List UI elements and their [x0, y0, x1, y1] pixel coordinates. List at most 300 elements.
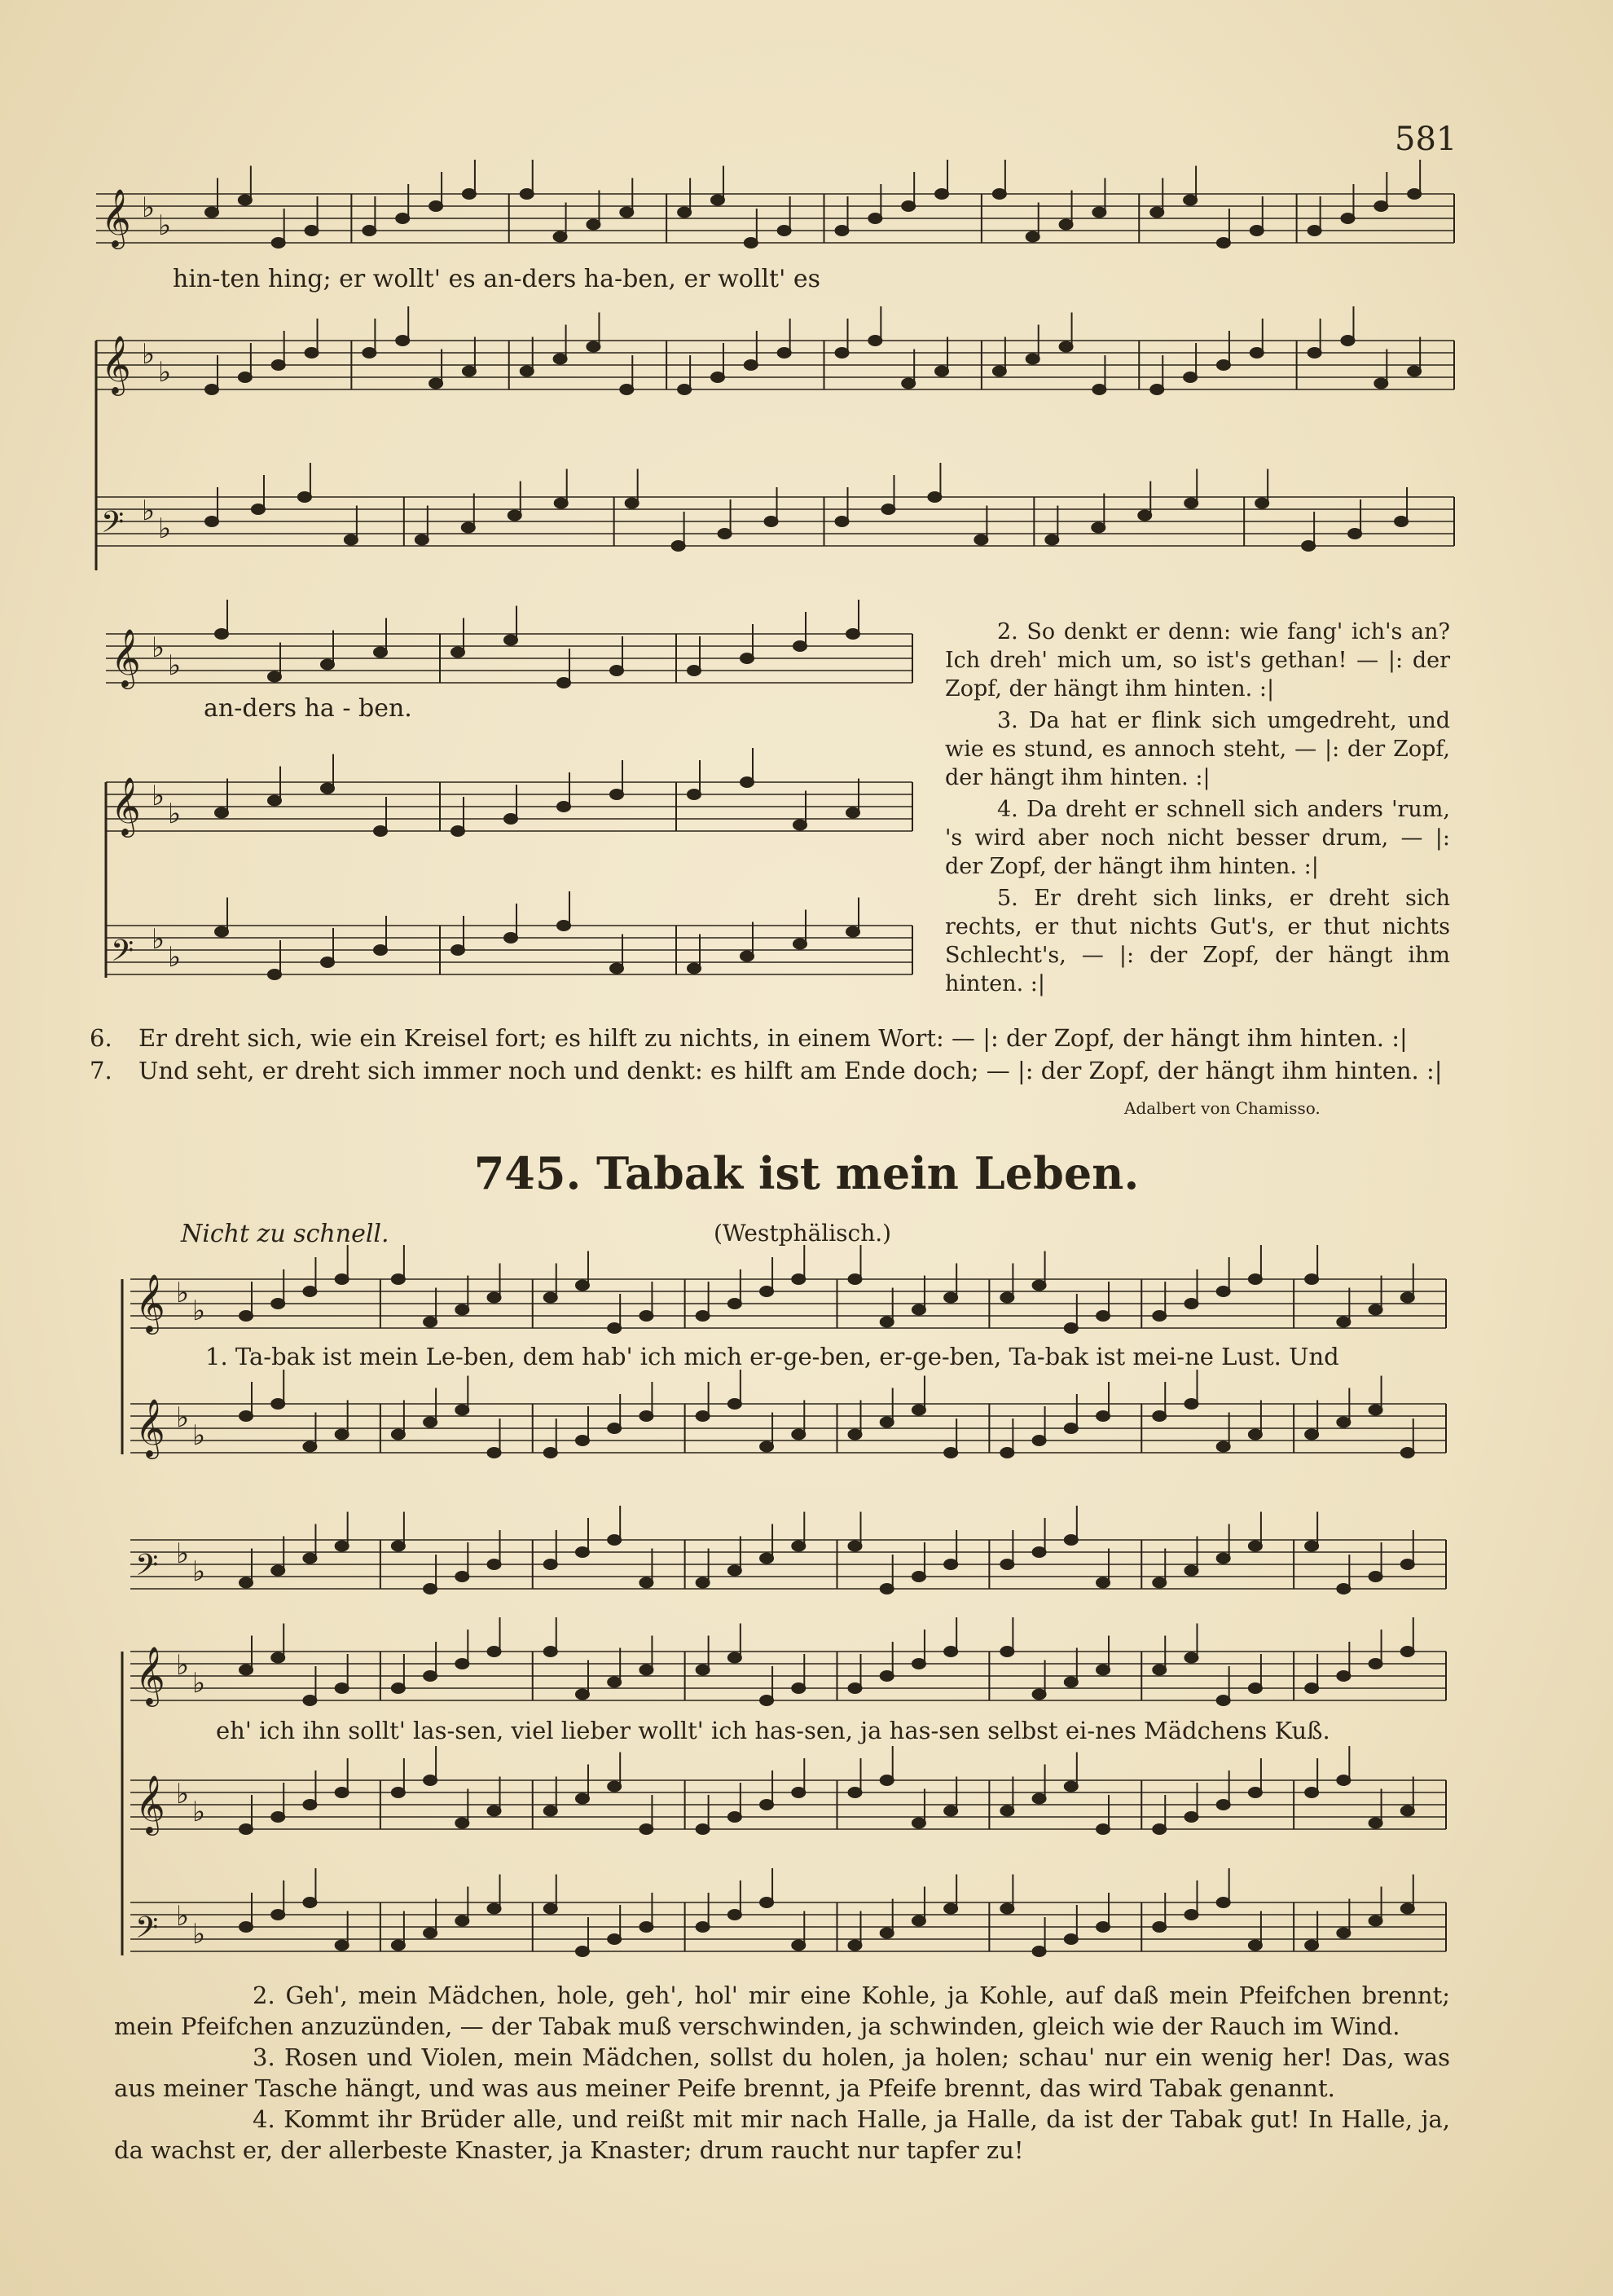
verse-5: 5. Er dreht sich links, er dreht sich rechts, er thut nichts Gut's, er thut nichts Schlecht's, — |: der Zopf, der hängt ihm hinten. :| — [945, 886, 1450, 996]
flat-icon: ♭ — [142, 191, 156, 224]
note-head — [760, 1442, 773, 1452]
flat-icon: ♭ — [176, 1277, 190, 1309]
note-head — [1217, 1442, 1230, 1452]
note-head — [1337, 1584, 1350, 1594]
note-head — [1305, 1274, 1318, 1284]
note-head — [1153, 1922, 1166, 1932]
note-head — [557, 678, 570, 688]
note-head — [928, 492, 941, 502]
note-head — [1097, 1311, 1110, 1321]
note-head — [451, 826, 464, 836]
note-head — [741, 653, 754, 663]
note-head — [1369, 1819, 1382, 1828]
treble-clef-icon: 𝄞 — [135, 1273, 165, 1332]
note-head — [1033, 1794, 1046, 1804]
note-head — [1060, 342, 1073, 352]
note-head — [728, 1566, 741, 1576]
note-head — [451, 945, 464, 955]
note-head — [608, 1323, 621, 1333]
note-head — [1153, 1311, 1166, 1321]
note-head — [728, 1812, 741, 1822]
note-head — [576, 1794, 589, 1804]
note-head — [1249, 1941, 1262, 1951]
note-head — [639, 1578, 653, 1588]
note-head — [576, 1281, 589, 1291]
note-head — [849, 1542, 862, 1551]
note-head — [1033, 1946, 1046, 1956]
note-head — [303, 1287, 316, 1296]
note-head — [1000, 1806, 1013, 1816]
note-head — [1341, 336, 1354, 345]
note-head — [610, 666, 623, 675]
note-head — [455, 1819, 468, 1828]
flat-icon: ♭ — [192, 1555, 206, 1588]
bass-clef-icon: 𝄢 — [135, 1911, 159, 1952]
note-head — [576, 1690, 589, 1700]
note-head — [1184, 1299, 1198, 1309]
note-head — [1184, 1566, 1198, 1576]
note-head — [1000, 1448, 1013, 1458]
note-head — [793, 939, 806, 949]
note-head — [1065, 1782, 1078, 1792]
note-head — [521, 367, 534, 376]
note-head — [1026, 354, 1039, 364]
note-head — [778, 226, 791, 235]
note-head — [944, 1448, 957, 1458]
note-head — [1249, 1542, 1262, 1551]
note-head — [993, 367, 1006, 376]
note-head — [1097, 1824, 1110, 1834]
note-head — [240, 1922, 253, 1932]
note-head — [240, 1824, 253, 1834]
note-head — [1000, 1904, 1013, 1914]
note-head — [451, 648, 464, 658]
note-head — [760, 1696, 773, 1705]
note-head — [792, 1683, 805, 1693]
flat-icon: ♭ — [176, 1649, 190, 1682]
note-head — [1341, 213, 1354, 223]
region-note: (Westphälisch.) — [714, 1220, 892, 1247]
note-head — [1184, 1812, 1198, 1822]
note-head — [463, 189, 476, 199]
note-head — [836, 226, 849, 235]
note-head — [215, 808, 228, 818]
flat-icon: ♭ — [158, 512, 172, 545]
note-head — [792, 1542, 805, 1551]
note-head — [1308, 226, 1321, 235]
note-head — [396, 336, 409, 345]
note-head — [544, 1448, 557, 1458]
verse-6-number: 6. — [90, 1024, 112, 1052]
note-head — [912, 1405, 925, 1415]
note-head — [1337, 1317, 1350, 1327]
note-head — [836, 348, 849, 358]
note-head — [392, 1542, 405, 1551]
note-head — [1217, 1287, 1230, 1296]
note-head — [1097, 1578, 1110, 1588]
note-head — [1065, 1423, 1078, 1433]
note-head — [1369, 1305, 1382, 1315]
flat-icon: ♭ — [152, 923, 165, 956]
flat-icon: ♭ — [142, 338, 156, 371]
note-head — [205, 385, 218, 394]
note-head — [1401, 1647, 1414, 1656]
note-head — [345, 535, 358, 545]
note-head — [1184, 372, 1197, 382]
note-head — [1395, 517, 1408, 526]
note-head — [1065, 1535, 1078, 1545]
note-head — [1153, 1824, 1166, 1834]
note-head — [1184, 1910, 1198, 1920]
note-head — [639, 1922, 653, 1932]
note-head — [792, 1274, 805, 1284]
note-head — [392, 1941, 405, 1951]
note-head — [902, 379, 915, 389]
note-head — [336, 1542, 349, 1551]
treble-clef-icon: 𝄞 — [135, 1645, 165, 1704]
flat-icon: ♭ — [176, 1900, 190, 1933]
treble-clef-icon: 𝄞 — [135, 1774, 165, 1833]
note-head — [620, 208, 633, 218]
note-head — [544, 1806, 557, 1816]
note-head — [836, 517, 849, 526]
note-head — [1255, 499, 1268, 508]
note-head — [719, 529, 732, 539]
note-head — [881, 1929, 894, 1938]
note-head — [902, 201, 915, 211]
note-head — [554, 354, 567, 364]
flat-icon: ♭ — [168, 941, 182, 974]
note-head — [849, 1683, 862, 1693]
note-head — [455, 1305, 468, 1315]
note-head — [1369, 1916, 1382, 1926]
note-head — [463, 367, 476, 376]
note-head — [544, 1647, 557, 1656]
note-head — [639, 1311, 653, 1321]
note-head — [881, 504, 894, 514]
note-head — [760, 1287, 773, 1296]
note-head — [455, 1659, 468, 1669]
note-head — [336, 1788, 349, 1797]
treble-clef-icon: 𝄞 — [135, 1397, 165, 1457]
note-head — [792, 1941, 805, 1951]
note-head — [1305, 1788, 1318, 1797]
note-head — [1033, 1281, 1046, 1291]
note-head — [944, 1559, 957, 1569]
note-head — [363, 226, 376, 235]
note-head — [741, 777, 754, 787]
note-head — [1000, 1559, 1013, 1569]
note-head — [424, 1418, 437, 1427]
note-head — [305, 348, 319, 358]
note-head — [1184, 1653, 1198, 1663]
note-head — [1369, 1405, 1382, 1415]
note-head — [1305, 1683, 1318, 1693]
note-head — [1249, 1788, 1262, 1797]
note-head — [1401, 1293, 1414, 1303]
note-head — [488, 1559, 501, 1569]
song-lyrics-2: eh' ich ihn sollt' las-sen, viel lieber wollt' ich has-sen, ja has-sen selbst ei-nes Mädchens Kuß. — [216, 1717, 1330, 1744]
note-head — [993, 189, 1006, 199]
note-head — [1138, 511, 1151, 521]
note-head — [688, 666, 701, 675]
flat-icon: ♭ — [152, 631, 165, 664]
note-head — [488, 1647, 501, 1656]
note-head — [846, 629, 859, 639]
note-head — [944, 1293, 957, 1303]
note-head — [1249, 1430, 1262, 1440]
flat-icon: ♭ — [192, 1918, 206, 1951]
note-head — [1097, 1665, 1110, 1675]
note-head — [639, 1411, 653, 1421]
note-head — [1184, 499, 1198, 508]
note-head — [429, 201, 442, 211]
note-head — [303, 1800, 316, 1810]
note-head — [336, 1430, 349, 1440]
note-head — [728, 1399, 741, 1409]
note-head — [1153, 1578, 1166, 1588]
note-head — [1097, 1411, 1110, 1421]
note-head — [760, 1800, 773, 1810]
note-head — [610, 964, 623, 974]
flat-icon: ♭ — [142, 495, 156, 527]
note-head — [1302, 541, 1315, 551]
note-head — [205, 517, 218, 526]
note-head — [620, 385, 633, 394]
flat-icon: ♭ — [192, 1295, 206, 1327]
note-head — [303, 1442, 316, 1452]
note-head — [678, 208, 691, 218]
note-head — [765, 517, 778, 526]
note-head — [974, 535, 987, 545]
note-head — [587, 220, 600, 230]
note-head — [1308, 348, 1321, 358]
note-head — [1000, 1293, 1013, 1303]
note-head — [944, 1647, 957, 1656]
note-head — [271, 1399, 284, 1409]
flat-icon: ♭ — [152, 780, 165, 812]
note-head — [697, 1578, 710, 1588]
note-head — [1217, 238, 1230, 248]
note-head — [1408, 367, 1421, 376]
note-head — [240, 1578, 253, 1588]
note-head — [424, 1929, 437, 1938]
note-head — [1065, 1934, 1078, 1944]
note-head — [1184, 1399, 1198, 1409]
note-head — [1374, 201, 1387, 211]
note-head — [1369, 1572, 1382, 1581]
note-head — [392, 1274, 405, 1284]
note-head — [1150, 208, 1163, 218]
note-head — [912, 1305, 925, 1315]
note-head — [455, 1572, 468, 1581]
note-head — [396, 213, 409, 223]
note-head — [1065, 1678, 1078, 1687]
lyrics-system-1: hin-ten hing; er wollt' es an-ders ha-ben, er wollt' es — [173, 265, 821, 293]
note-head — [1092, 385, 1105, 394]
note-head — [792, 1788, 805, 1797]
note-head — [672, 541, 685, 551]
treble-clef-icon: 𝄞 — [101, 334, 131, 394]
note-head — [1092, 208, 1105, 218]
note-head — [697, 1311, 710, 1321]
tempo-marking: Nicht zu schnell. — [181, 1220, 389, 1248]
verse-4: 4. Da dreht er schnell sich anders 'rum, 's wird aber noch nicht besser drum, — |: der Zopf, der hängt ihm hinten. :| — [945, 797, 1450, 879]
note-head — [488, 1293, 501, 1303]
note-head — [846, 927, 859, 937]
note-head — [1150, 385, 1163, 394]
note-head — [1249, 1683, 1262, 1693]
note-head — [587, 342, 600, 352]
note-head — [697, 1922, 710, 1932]
note-head — [272, 238, 285, 248]
note-head — [336, 1683, 349, 1693]
note-head — [521, 189, 534, 199]
note-head — [240, 1411, 253, 1421]
note-head — [205, 208, 218, 218]
song-stanzas — [114, 1980, 1450, 2166]
note-head — [1033, 1436, 1046, 1445]
note-head — [508, 511, 521, 521]
note-head — [608, 1678, 621, 1687]
note-head — [321, 784, 334, 794]
flat-icon: ♭ — [192, 1419, 206, 1452]
note-head — [321, 957, 334, 967]
treble-clef-icon: 𝄞 — [101, 187, 131, 247]
note-head — [1401, 1904, 1414, 1914]
note-head — [239, 196, 252, 205]
note-head — [610, 790, 623, 799]
note-head — [678, 385, 691, 394]
note-head — [1000, 1647, 1013, 1656]
note-head — [728, 1910, 741, 1920]
note-head — [935, 189, 948, 199]
note-head — [271, 1299, 284, 1309]
note-head — [688, 964, 701, 974]
note-head — [881, 1775, 894, 1785]
note-head — [868, 213, 881, 223]
note-head — [455, 1405, 468, 1415]
note-head — [424, 1584, 437, 1594]
note-head — [415, 535, 429, 545]
note-head — [639, 1824, 653, 1834]
flat-icon: ♭ — [158, 209, 172, 242]
note-head — [793, 641, 806, 651]
note-head — [544, 1559, 557, 1569]
note-head — [392, 1430, 405, 1440]
note-head — [462, 523, 475, 533]
note-head — [912, 1659, 925, 1669]
note-head — [728, 1653, 741, 1663]
note-head — [912, 1572, 925, 1581]
stanza-2: 2. Geh', mein Mädchen, hole, geh', hol' mir eine Kohle, ja Kohle, auf daß mein Pfeifchen brennt; mein Pfeifchen anzuzünden, — der Tabak muß verschwinden, ja schwinden, gleich wie der Rauch im Wind. — [114, 1982, 1450, 2040]
verse-6: Er dreht sich, wie ein Kreisel fort; es hilft zu nichts, in einem Wort: — |: der Zopf, der hängt ihm hinten. :| — [138, 1024, 1408, 1052]
note-head — [557, 802, 570, 812]
note-head — [760, 1898, 773, 1907]
note-head — [272, 360, 285, 370]
note-head — [1153, 1411, 1166, 1421]
stanza-4: 4. Kommt ihr Brüder alle, und reißt mit mir nach Halle, ja Halle, da ist der Tabak gut! In Halle, ja, da wachst er, der allerbeste Knaster, ja Knaster; drum raucht nur tapfer zu! — [114, 2105, 1450, 2164]
note-head — [1369, 1659, 1382, 1669]
note-head — [336, 1274, 349, 1284]
note-head — [792, 1430, 805, 1440]
note-head — [1217, 1800, 1230, 1810]
note-head — [1217, 1554, 1230, 1564]
note-head — [626, 499, 639, 508]
note-head — [544, 1293, 557, 1303]
note-head — [608, 1782, 621, 1792]
note-head — [697, 1665, 710, 1675]
note-head — [303, 1898, 316, 1907]
note-head — [608, 1934, 621, 1944]
note-head — [1250, 348, 1264, 358]
note-head — [868, 336, 881, 345]
note-head — [728, 1299, 741, 1309]
note-head — [268, 796, 281, 806]
flat-icon: ♭ — [176, 1401, 190, 1434]
note-head — [239, 372, 252, 382]
note-head — [1249, 1274, 1262, 1284]
bass-clef-icon: 𝄢 — [111, 934, 134, 975]
note-head — [1184, 196, 1197, 205]
note-head — [268, 672, 281, 682]
note-head — [711, 372, 724, 382]
note-head — [1153, 1665, 1166, 1675]
note-head — [1337, 1775, 1350, 1785]
flat-icon: ♭ — [192, 1667, 206, 1700]
note-head — [1305, 1941, 1318, 1951]
song-lyrics-1: 1. Ta-bak ist mein Le-ben, dem hab' ich mich er-ge-ben, er-ge-ben, Ta-bak ist mei-ne Lust. Und — [205, 1343, 1339, 1370]
note-head — [760, 1554, 773, 1564]
note-head — [1097, 1922, 1110, 1932]
note-head — [1401, 1806, 1414, 1816]
note-head — [303, 1696, 316, 1705]
treble-clef-icon: 𝄞 — [111, 776, 141, 835]
note-head — [881, 1584, 894, 1594]
note-head — [240, 1311, 253, 1321]
note-head — [576, 1547, 589, 1557]
note-head — [1033, 1690, 1046, 1700]
verse-7: Und seht, er dreht sich immer noch und denkt: es hilft am Ende doch; — |: der Zopf, der hängt ihm hinten. :| — [138, 1057, 1443, 1084]
note-head — [268, 970, 281, 979]
verse-2: 2. So denkt er denn: wie fang' ich's an? Ich dreh' mich um, so ist's gethan! — |: der Zopf, der hängt ihm hinten. :| — [945, 619, 1450, 702]
note-head — [1033, 1547, 1046, 1557]
note-head — [488, 1806, 501, 1816]
note-head — [576, 1946, 589, 1956]
note-head — [944, 1806, 957, 1816]
note-head — [252, 504, 265, 514]
note-head — [1305, 1430, 1318, 1440]
note-head — [504, 933, 517, 943]
flat-icon: ♭ — [176, 1537, 190, 1570]
note-head — [424, 1671, 437, 1681]
note-head — [557, 921, 570, 930]
note-head — [488, 1904, 501, 1914]
note-head — [944, 1904, 957, 1914]
note-head — [697, 1824, 710, 1834]
note-head — [881, 1671, 894, 1681]
note-head — [271, 1910, 284, 1920]
verse-3: 3. Da hat er flink sich umgedreht, und wie es stund, es annoch steht, — |: der Zopf, der hängt ihm hinten. :| — [945, 708, 1450, 790]
flat-icon: ♭ — [168, 798, 182, 830]
note-head — [424, 1775, 437, 1785]
note-head — [849, 1788, 862, 1797]
note-head — [455, 1916, 468, 1926]
note-head — [1337, 1418, 1350, 1427]
note-head — [1401, 1559, 1414, 1569]
note-head — [1065, 1323, 1078, 1333]
note-head — [554, 232, 567, 242]
